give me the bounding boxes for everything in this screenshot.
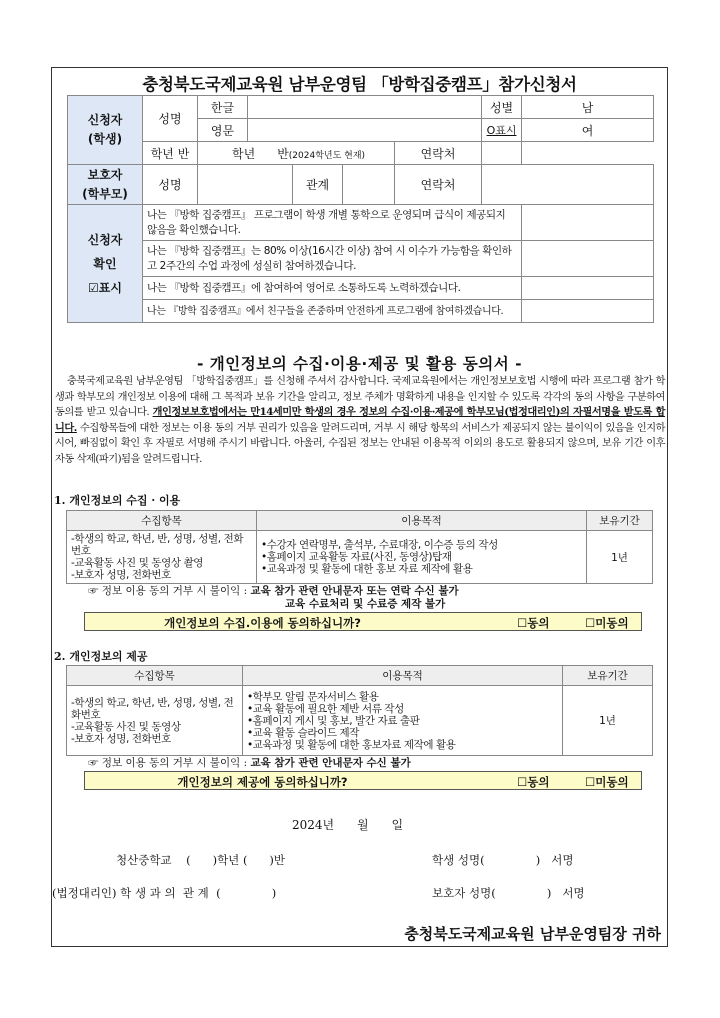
s2-items <box>67 686 243 756</box>
intro-text-1: 충북국제교육원 남부운영팀 「방학집중캠프」를 신청해 주셔서 감사합니다. 국제교육원에서는 개인정보보호법 시행에 따라 프로그램 참가 학생과 학부모의 개인정보 이용에 대해 그 목적과 보유 기간을 알리고, 정보 주체가 명확하게 내용을 인지할 수 있도록 각각의 동의 사항을 구분하여 동의를 받고 있습니다. <box>55 376 665 419</box>
s1-purposes <box>257 531 587 584</box>
intro-text-2: 수집항목들에 대한 정보는 이용 동의 거부 권리가 있음을 알려드리며, 거부 시 해당 항목의 서비스가 제공되지 않는 불이익이 있음을 인지하시어, 빠짐없이 확인 후 자필로 서명해 주시기 바랍니다. 아울러, 수집된 정보는 안내된 이용목적 이외의 용도로 활용되지 않으며, 보유 기간 이후 자동 삭제(파기)됨을 알려드립니다. <box>55 422 665 465</box>
year-note: (2024학년도 현재) <box>288 150 366 161</box>
s1-item: -교육활동 사진 및 동영상 촬영 <box>71 557 204 569</box>
s1-refuse <box>88 585 459 598</box>
guardian-contact-label: 연락처 <box>395 165 482 205</box>
confirm-item-4: 나는 『방학 집중캠프』에서 친구들을 존중하며 안전하게 프로그램에 참여하겠습니다. <box>143 300 522 323</box>
s2-period: 1년 <box>563 686 653 756</box>
korean-name-field[interactable] <box>248 96 482 119</box>
student-signature[interactable]: 학생 성명( ) 서명 <box>432 853 574 867</box>
contact-field[interactable] <box>482 142 522 165</box>
s1-item: -보호자 성명, 전화번호 <box>71 569 171 581</box>
gender-female-option[interactable]: 여 <box>522 119 654 142</box>
relation-line[interactable]: (법정대리인) 학 생 과 의 관 계 ( ) <box>52 886 277 900</box>
confirm-label: 신청자 확인 ☑표시 <box>68 205 143 323</box>
footer-addressee: 충청북도국제교육원 남부운영팀장 귀하 <box>404 925 661 943</box>
s1-items <box>67 531 257 584</box>
date-line: 2024년 월 일 <box>292 818 404 832</box>
relation-field[interactable] <box>343 165 395 205</box>
s2-purposes <box>243 686 563 756</box>
english-label: 영문 <box>198 119 248 142</box>
s2-item: -학생의 학교, 학년, 반, 성명, 성별, 전화번호 <box>71 696 234 721</box>
s2-item: -교육활동 사진 및 동영상 <box>71 720 181 733</box>
s1-disagree-checkbox[interactable]: ☐미동의 <box>585 616 629 630</box>
s1-refuse-2: 교육 수료처리 및 수료증 제작 불가 <box>285 598 446 610</box>
s1-refuse-line2 <box>285 598 445 611</box>
s2-purpose: •교육 활동 슬라이드 제작 <box>247 726 360 739</box>
grade-label: 학년 <box>232 146 256 161</box>
s1-col-period: 보유기간 <box>587 511 653 531</box>
s2-col-purpose: 이용목적 <box>243 666 563 686</box>
applicant-label: 신청자 (학생) <box>68 96 143 165</box>
gender-label: 성별 <box>482 96 522 119</box>
guardian-name-field[interactable] <box>198 165 293 205</box>
guardian-contact-field[interactable] <box>482 165 654 205</box>
guardian-label: 보호자 (학부모) <box>68 165 143 205</box>
consent-title: - 개인정보의 수집·이용·제공 및 활용 동의서 - <box>196 355 523 373</box>
guardian-signature[interactable]: 보호자 성명( ) 서명 <box>432 886 585 900</box>
s2-agree-checkbox[interactable]: ☐동의 <box>517 775 550 789</box>
s2-purpose: •교육 활동에 필요한 제반 서류 작성 <box>247 702 404 715</box>
class-label: 학년 반 <box>143 142 198 165</box>
name-label: 성명 <box>143 96 198 142</box>
s2-purpose: •학부모 알림 문자서비스 활용 <box>247 690 379 703</box>
section1-title: 1. 개인정보의 수집 · 이용 <box>54 494 181 507</box>
s2-disagree-checkbox[interactable]: ☐미동의 <box>585 775 629 789</box>
s2-col-items: 수집항목 <box>67 666 243 686</box>
s1-purpose: •수강자 연락명부, 출석부, 수료대장, 이수증 등의 작성 <box>261 539 498 551</box>
s2-col-period: 보유기간 <box>563 666 653 686</box>
section1-table <box>66 510 653 584</box>
s2-question: 개인정보의 제공에 동의하십니까? <box>177 775 348 789</box>
s2-refuse <box>88 757 411 770</box>
s1-col-purpose: 이용목적 <box>257 511 587 531</box>
form-title: 충청북도국제교육원 남부운영팀 「방학집중캠프」참가신청서 <box>142 75 577 94</box>
consent-intro <box>55 374 665 468</box>
school-class-line[interactable]: 청산중학교 ( )학년 ( )반 <box>116 853 285 867</box>
s1-period: 1년 <box>587 531 653 584</box>
s2-purpose: •교육과정 및 활동에 대한 홍보자료 제작에 활용 <box>247 738 456 751</box>
s1-col-items: 수집항목 <box>67 511 257 531</box>
confirm-check-1[interactable] <box>522 205 654 241</box>
contact-label: 연락처 <box>395 142 482 165</box>
s1-refuse-label: ☞ 정보 이용 동의 거부 시 불이익 : <box>88 585 248 597</box>
intro-bold: 개인정보보호법에서는 만14세미만 학생의 경우 정보의 수집·이용·제공에 학부모님(법정대리인)의 자필서명을 받도록 합니다. <box>55 406 666 434</box>
application-form <box>51 67 668 947</box>
s1-purpose: •교육과정 및 활동에 대한 홍보 자료 제작에 활용 <box>261 563 473 575</box>
korean-label: 한글 <box>198 96 248 119</box>
english-name-field[interactable] <box>248 119 482 142</box>
s1-purpose: •홈페이지 교육활동 자료(사진, 동영상)탑재 <box>261 551 452 563</box>
s1-item: -학생의 학교, 학년, 반, 성명, 성별, 전화번호 <box>71 533 244 557</box>
s1-agree-row <box>84 612 642 631</box>
s1-question: 개인정보의 수집.이용에 동의하십니까? <box>164 616 361 630</box>
s2-purpose: •홈페이지 게시 및 홍보, 발간 자료 출판 <box>247 714 420 727</box>
s2-refuse-1: 교육 참가 관련 안내문자 수신 불가 <box>250 757 411 769</box>
class-field[interactable] <box>198 142 395 165</box>
confirm-check-2[interactable] <box>522 241 654 277</box>
confirm-check-4[interactable] <box>522 300 654 323</box>
confirm-check-3[interactable] <box>522 277 654 300</box>
s1-agree-checkbox[interactable]: ☐동의 <box>517 616 550 630</box>
s2-agree-row <box>84 771 642 790</box>
confirm-item-1: 나는 『방학 집중캠프』 프로그램이 학생 개별 통학으로 운영되며 급식이 제공되지 않음을 확인했습니다. <box>143 205 522 241</box>
ban-label: 반 <box>277 146 289 161</box>
confirm-item-3: 나는 『방학 집중캠프』에 참여하여 영어로 소통하도록 노력하겠습니다. <box>143 277 522 300</box>
s2-item: -보호자 성명, 전화번호 <box>71 732 171 745</box>
section2-title: 2. 개인정보의 제공 <box>54 650 148 663</box>
s1-refuse-1: 교육 참가 관련 안내문자 또는 연락 수신 불가 <box>250 585 459 597</box>
relation-label: 관계 <box>293 165 343 205</box>
guardian-name-label: 성명 <box>143 165 198 205</box>
gender-male-option[interactable]: 남 <box>522 96 654 119</box>
confirm-item-2: 나는 『방학 집중캠프』는 80% 이상(16시간 이상) 참여 시 이수가 가능함을 확인하고 2주간의 수업 과정에 성실히 참여하겠습니다. <box>143 241 522 277</box>
mark-label: O표시 <box>482 119 522 142</box>
s2-refuse-label: ☞ 정보 이용 동의 거부 시 불이익 : <box>88 757 248 769</box>
section2-table <box>66 665 653 756</box>
applicant-table <box>67 95 654 323</box>
